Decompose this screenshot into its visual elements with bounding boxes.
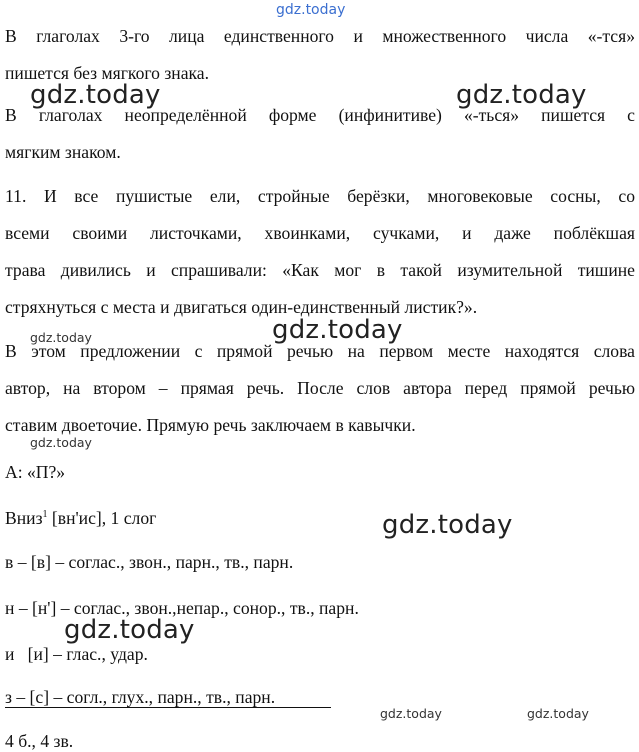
text-line: пишется без мягкого знака. [5, 63, 210, 83]
footnote-mark: 1 [42, 509, 48, 521]
text-line: автор, на втором – прямая речь. После слов автора перед прямой речью [5, 378, 635, 398]
watermark-top: gdz.today [276, 2, 346, 18]
text-line: В глаголах неопределённой форме (инфинитиве) «-ться» пишется с [5, 105, 635, 125]
text-line: мягким знаком. [5, 142, 121, 162]
underline-rule [5, 707, 331, 708]
watermark: gdz.today [30, 80, 161, 110]
text-line: всеми своими листочками, хвоинками, сучками, и даже поблёкшая [5, 223, 635, 243]
watermark: gdz.today [30, 435, 92, 450]
text-line: н – [н'] – соглас., звон.,непар., сонор., тв., парн. [5, 598, 359, 618]
text-line: В этом предложении с прямой речью на первом месте находятся слова [5, 341, 635, 361]
text-line [5, 507, 635, 529]
watermark: gdz.today [456, 80, 587, 110]
watermark: gdz.today [380, 706, 442, 721]
text-line: трава дивились и спрашивали: «Как мог в такой изумительной тишине [5, 260, 635, 280]
text-line: 11. И все пушистые ели, стройные берёзки, многовековые сосны, со [5, 186, 635, 206]
watermark: gdz.today [30, 330, 92, 345]
watermark: gdz.today [272, 315, 403, 345]
watermark: gdz.today [527, 706, 589, 721]
text-line: стряхнуться с места и двигаться один-единственный листик?». [5, 297, 478, 317]
text-line: ставим двоеточие. Прямую речь заключаем в кавычки. [5, 415, 416, 435]
text-line: А: «П?» [5, 462, 66, 482]
text-line: з – [с] – согл., глух., парн., тв., парн. [5, 687, 276, 707]
word: Вниз [5, 508, 43, 528]
watermark: gdz.today [64, 615, 195, 645]
text-line: в – [в] – соглас., звон., парн., тв., парн. [5, 552, 294, 572]
text-line: и [и] – глас., удар. [5, 644, 148, 664]
text-line: 4 б., 4 зв. [5, 731, 74, 751]
transcription: [вн'ис], 1 слог [47, 508, 157, 528]
watermark: gdz.today [382, 510, 513, 540]
text-line: В глаголах 3-го лица единственного и множественного числа «-тся» [5, 26, 635, 46]
